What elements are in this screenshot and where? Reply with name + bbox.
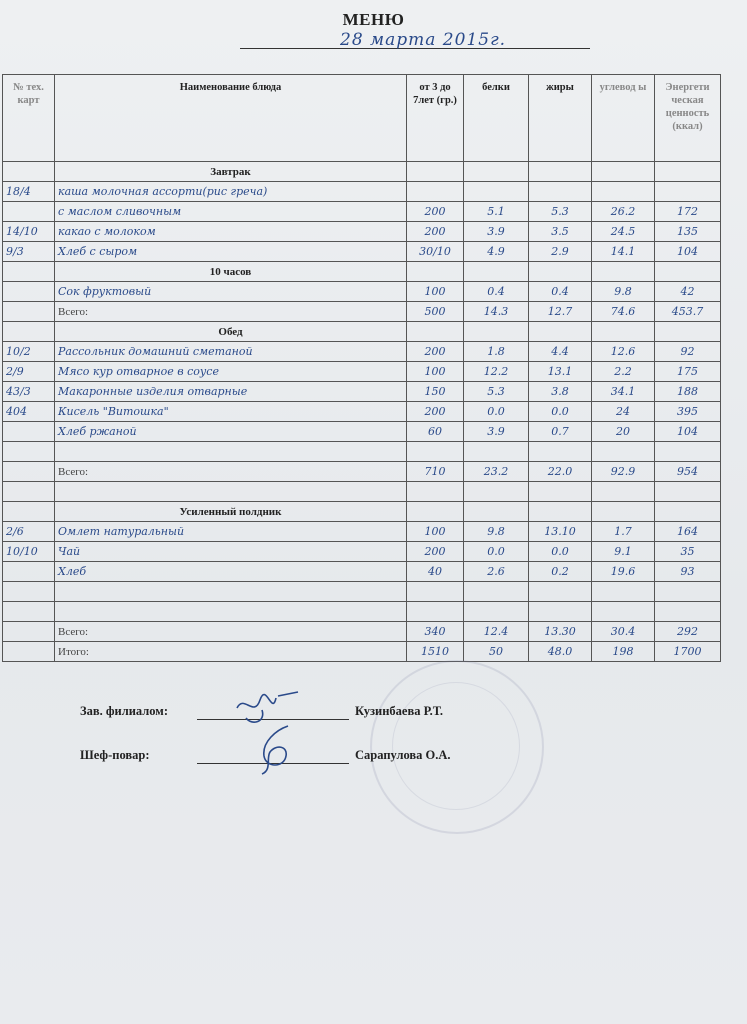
section-row bbox=[3, 322, 721, 342]
table-row: 2/9 Мясо кур отварное в соусе 100 12.2 13.1 2.2 175 bbox=[3, 362, 721, 382]
chef-label: Шеф-повар: bbox=[80, 748, 150, 762]
table-row: с маслом сливочным 200 5.1 5.3 26.2 172 bbox=[3, 202, 721, 222]
page-title: МЕНЮ bbox=[342, 10, 405, 29]
grand-total-row: Итого: 1510 50 48.0 198 1700 bbox=[3, 642, 721, 662]
table-row: 10/2 Рассольник домашний сметаной 200 1.8 4.4 12.6 92 bbox=[3, 342, 721, 362]
empty-row bbox=[3, 482, 721, 502]
empty-row bbox=[3, 582, 721, 602]
chef-name: Сарапулова О.А. bbox=[355, 748, 451, 762]
col-carbs-header: углевод ы bbox=[592, 75, 655, 162]
menu-table bbox=[2, 74, 721, 662]
section-breakfast: Завтрак bbox=[55, 162, 407, 182]
faded-stamp-inner bbox=[392, 682, 520, 810]
section-ten: 10 часов bbox=[55, 262, 407, 282]
menu-date: 28 марта 2015г. bbox=[340, 30, 507, 50]
head-name: Кузинбаева Р.Т. bbox=[355, 704, 444, 718]
col-weight-header: от 3 до 7лет (гр.) bbox=[407, 75, 464, 162]
section-lunch: Обед bbox=[55, 322, 407, 342]
table-header-row bbox=[3, 75, 721, 162]
total-row: Всего: 340 12.4 13.30 30.4 292 bbox=[3, 622, 721, 642]
table-row: 43/3 Макаронные изделия отварные 150 5.3 3.8 34.1 188 bbox=[3, 382, 721, 402]
table-row: Хлеб ржаной 60 3.9 0.7 20 104 bbox=[3, 422, 721, 442]
chef-signature-icon bbox=[248, 722, 308, 778]
total-row: Всего: 710 23.2 22.0 92.9 954 bbox=[3, 462, 721, 482]
empty-row bbox=[3, 602, 721, 622]
table-row: Хлеб 40 2.6 0.2 19.6 93 bbox=[3, 562, 721, 582]
table-row: 9/3 Хлеб с сыром 30/10 4.9 2.9 14.1 104 bbox=[3, 242, 721, 262]
col-protein-header: белки bbox=[464, 75, 529, 162]
section-row bbox=[3, 262, 721, 282]
table-row: 2/6 Омлет натуральный 100 9.8 13.10 1.7 164 bbox=[3, 522, 721, 542]
section-row bbox=[3, 502, 721, 522]
table-row: Сок фруктовый 100 0.4 0.4 9.8 42 bbox=[3, 282, 721, 302]
col-fat-header: жиры bbox=[529, 75, 592, 162]
col-code-header: № тех. карт bbox=[3, 75, 55, 162]
empty-row bbox=[3, 442, 721, 462]
table-row: 404 Кисель "Витошка" 200 0.0 0.0 24 395 bbox=[3, 402, 721, 422]
section-snack: Усиленный полдник bbox=[55, 502, 407, 522]
section-row bbox=[3, 162, 721, 182]
col-name-header: Наименование блюда bbox=[55, 75, 407, 162]
head-label: Зав. филиалом: bbox=[80, 704, 168, 718]
total-row: Всего: 500 14.3 12.7 74.6 453.7 bbox=[3, 302, 721, 322]
col-energy-header: Энергети ческая ценность (ккал) bbox=[655, 75, 721, 162]
table-row: 18/4 каша молочная ассорти(рис греча) bbox=[3, 182, 721, 202]
table-row: 14/10 какао с молоком 200 3.9 3.5 24.5 135 bbox=[3, 222, 721, 242]
table-row: 10/10 Чай 200 0.0 0.0 9.1 35 bbox=[3, 542, 721, 562]
